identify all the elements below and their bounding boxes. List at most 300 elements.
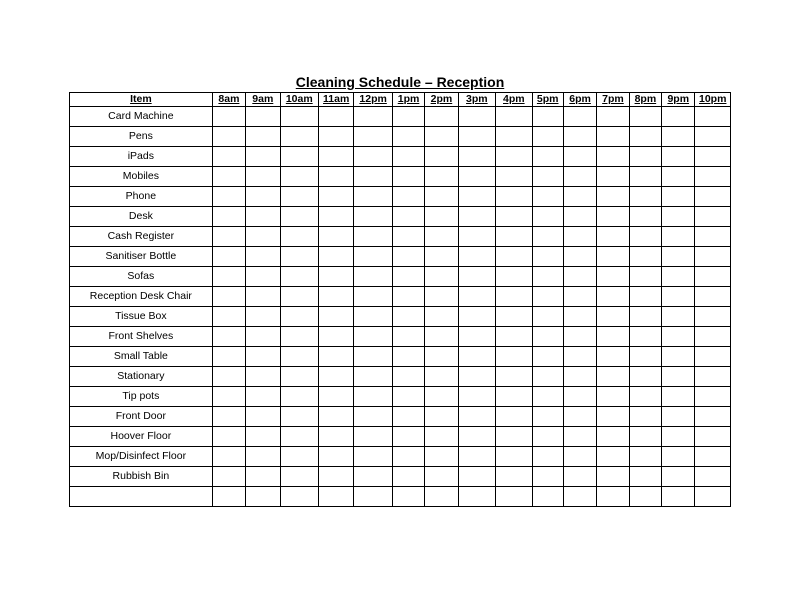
checkbox-cell[interactable] [280,207,318,227]
checkbox-cell[interactable] [392,147,424,167]
checkbox-cell[interactable] [280,107,318,127]
checkbox-cell[interactable] [695,147,731,167]
checkbox-cell[interactable] [425,387,458,407]
checkbox-cell[interactable] [212,427,245,447]
checkbox-cell[interactable] [563,167,596,187]
checkbox-cell[interactable] [662,447,695,467]
checkbox-cell[interactable] [629,147,661,167]
checkbox-cell[interactable] [354,267,392,287]
checkbox-cell[interactable] [496,287,532,307]
checkbox-cell[interactable] [246,467,280,487]
checkbox-cell[interactable] [563,227,596,247]
checkbox-cell[interactable] [458,347,495,367]
checkbox-cell[interactable] [563,447,596,467]
checkbox-cell[interactable] [532,367,563,387]
checkbox-cell[interactable] [354,387,392,407]
checkbox-cell[interactable] [318,307,353,327]
checkbox-cell[interactable] [246,147,280,167]
checkbox-cell[interactable] [212,247,245,267]
checkbox-cell[interactable] [392,467,424,487]
checkbox-cell[interactable] [629,267,661,287]
checkbox-cell[interactable] [532,467,563,487]
checkbox-cell[interactable] [532,387,563,407]
checkbox-cell[interactable] [532,127,563,147]
checkbox-cell[interactable] [597,467,629,487]
checkbox-cell[interactable] [532,487,563,507]
checkbox-cell[interactable] [318,187,353,207]
checkbox-cell[interactable] [212,207,245,227]
checkbox-cell[interactable] [246,427,280,447]
checkbox-cell[interactable] [496,367,532,387]
checkbox-cell[interactable] [458,167,495,187]
checkbox-cell[interactable] [496,427,532,447]
checkbox-cell[interactable] [695,167,731,187]
checkbox-cell[interactable] [496,267,532,287]
checkbox-cell[interactable] [212,227,245,247]
checkbox-cell[interactable] [392,227,424,247]
checkbox-cell[interactable] [280,267,318,287]
checkbox-cell[interactable] [695,487,731,507]
checkbox-cell[interactable] [563,247,596,267]
checkbox-cell[interactable] [695,107,731,127]
checkbox-cell[interactable] [458,447,495,467]
checkbox-cell[interactable] [563,187,596,207]
checkbox-cell[interactable] [318,207,353,227]
checkbox-cell[interactable] [458,467,495,487]
checkbox-cell[interactable] [695,407,731,427]
checkbox-cell[interactable] [662,207,695,227]
checkbox-cell[interactable] [563,467,596,487]
checkbox-cell[interactable] [354,367,392,387]
checkbox-cell[interactable] [496,487,532,507]
checkbox-cell[interactable] [354,347,392,367]
checkbox-cell[interactable] [662,387,695,407]
checkbox-cell[interactable] [532,147,563,167]
checkbox-cell[interactable] [662,247,695,267]
checkbox-cell[interactable] [246,407,280,427]
checkbox-cell[interactable] [246,487,280,507]
checkbox-cell[interactable] [458,287,495,307]
checkbox-cell[interactable] [496,387,532,407]
checkbox-cell[interactable] [496,447,532,467]
checkbox-cell[interactable] [354,487,392,507]
checkbox-cell[interactable] [563,487,596,507]
checkbox-cell[interactable] [392,407,424,427]
checkbox-cell[interactable] [532,347,563,367]
checkbox-cell[interactable] [532,167,563,187]
checkbox-cell[interactable] [354,187,392,207]
checkbox-cell[interactable] [695,227,731,247]
checkbox-cell[interactable] [458,187,495,207]
checkbox-cell[interactable] [458,207,495,227]
checkbox-cell[interactable] [280,227,318,247]
checkbox-cell[interactable] [425,307,458,327]
checkbox-cell[interactable] [629,187,661,207]
checkbox-cell[interactable] [392,447,424,467]
checkbox-cell[interactable] [354,327,392,347]
checkbox-cell[interactable] [458,427,495,447]
checkbox-cell[interactable] [246,347,280,367]
checkbox-cell[interactable] [662,107,695,127]
checkbox-cell[interactable] [496,127,532,147]
checkbox-cell[interactable] [425,467,458,487]
checkbox-cell[interactable] [563,107,596,127]
checkbox-cell[interactable] [392,367,424,387]
checkbox-cell[interactable] [458,227,495,247]
checkbox-cell[interactable] [392,287,424,307]
checkbox-cell[interactable] [629,387,661,407]
checkbox-cell[interactable] [496,167,532,187]
checkbox-cell[interactable] [597,267,629,287]
checkbox-cell[interactable] [280,387,318,407]
checkbox-cell[interactable] [246,307,280,327]
checkbox-cell[interactable] [212,187,245,207]
checkbox-cell[interactable] [496,147,532,167]
checkbox-cell[interactable] [392,327,424,347]
checkbox-cell[interactable] [425,227,458,247]
checkbox-cell[interactable] [597,207,629,227]
checkbox-cell[interactable] [212,367,245,387]
checkbox-cell[interactable] [280,307,318,327]
checkbox-cell[interactable] [532,407,563,427]
checkbox-cell[interactable] [597,447,629,467]
checkbox-cell[interactable] [458,407,495,427]
checkbox-cell[interactable] [563,347,596,367]
checkbox-cell[interactable] [695,307,731,327]
checkbox-cell[interactable] [425,107,458,127]
checkbox-cell[interactable] [597,227,629,247]
checkbox-cell[interactable] [392,207,424,227]
checkbox-cell[interactable] [695,187,731,207]
checkbox-cell[interactable] [425,127,458,147]
checkbox-cell[interactable] [695,467,731,487]
checkbox-cell[interactable] [629,287,661,307]
checkbox-cell[interactable] [532,107,563,127]
checkbox-cell[interactable] [597,327,629,347]
checkbox-cell[interactable] [392,487,424,507]
checkbox-cell[interactable] [695,347,731,367]
checkbox-cell[interactable] [280,167,318,187]
checkbox-cell[interactable] [280,407,318,427]
checkbox-cell[interactable] [280,127,318,147]
checkbox-cell[interactable] [318,167,353,187]
checkbox-cell[interactable] [246,187,280,207]
checkbox-cell[interactable] [246,167,280,187]
checkbox-cell[interactable] [212,307,245,327]
checkbox-cell[interactable] [597,287,629,307]
checkbox-cell[interactable] [392,427,424,447]
checkbox-cell[interactable] [318,227,353,247]
checkbox-cell[interactable] [425,347,458,367]
checkbox-cell[interactable] [458,487,495,507]
checkbox-cell[interactable] [354,207,392,227]
checkbox-cell[interactable] [629,107,661,127]
checkbox-cell[interactable] [496,207,532,227]
checkbox-cell[interactable] [695,247,731,267]
checkbox-cell[interactable] [629,467,661,487]
checkbox-cell[interactable] [318,367,353,387]
checkbox-cell[interactable] [392,187,424,207]
checkbox-cell[interactable] [532,227,563,247]
checkbox-cell[interactable] [629,227,661,247]
checkbox-cell[interactable] [496,227,532,247]
checkbox-cell[interactable] [496,347,532,367]
checkbox-cell[interactable] [280,467,318,487]
checkbox-cell[interactable] [496,107,532,127]
checkbox-cell[interactable] [458,147,495,167]
checkbox-cell[interactable] [392,127,424,147]
checkbox-cell[interactable] [563,127,596,147]
checkbox-cell[interactable] [318,487,353,507]
checkbox-cell[interactable] [318,447,353,467]
checkbox-cell[interactable] [392,107,424,127]
checkbox-cell[interactable] [695,287,731,307]
checkbox-cell[interactable] [246,247,280,267]
checkbox-cell[interactable] [629,127,661,147]
checkbox-cell[interactable] [458,127,495,147]
checkbox-cell[interactable] [695,127,731,147]
checkbox-cell[interactable] [280,247,318,267]
checkbox-cell[interactable] [318,407,353,427]
checkbox-cell[interactable] [280,147,318,167]
checkbox-cell[interactable] [629,247,661,267]
checkbox-cell[interactable] [425,267,458,287]
checkbox-cell[interactable] [280,367,318,387]
checkbox-cell[interactable] [280,447,318,467]
checkbox-cell[interactable] [532,427,563,447]
checkbox-cell[interactable] [496,467,532,487]
checkbox-cell[interactable] [597,427,629,447]
checkbox-cell[interactable] [629,307,661,327]
checkbox-cell[interactable] [695,367,731,387]
checkbox-cell[interactable] [597,407,629,427]
checkbox-cell[interactable] [212,107,245,127]
checkbox-cell[interactable] [212,347,245,367]
checkbox-cell[interactable] [597,167,629,187]
checkbox-cell[interactable] [212,167,245,187]
checkbox-cell[interactable] [392,387,424,407]
checkbox-cell[interactable] [532,247,563,267]
checkbox-cell[interactable] [392,167,424,187]
checkbox-cell[interactable] [318,267,353,287]
checkbox-cell[interactable] [318,327,353,347]
checkbox-cell[interactable] [695,327,731,347]
checkbox-cell[interactable] [496,187,532,207]
checkbox-cell[interactable] [354,107,392,127]
checkbox-cell[interactable] [246,367,280,387]
checkbox-cell[interactable] [662,487,695,507]
checkbox-cell[interactable] [425,207,458,227]
checkbox-cell[interactable] [392,247,424,267]
checkbox-cell[interactable] [354,127,392,147]
checkbox-cell[interactable] [212,467,245,487]
checkbox-cell[interactable] [629,447,661,467]
checkbox-cell[interactable] [246,267,280,287]
checkbox-cell[interactable] [597,307,629,327]
checkbox-cell[interactable] [662,327,695,347]
checkbox-cell[interactable] [695,447,731,467]
checkbox-cell[interactable] [458,307,495,327]
checkbox-cell[interactable] [318,107,353,127]
checkbox-cell[interactable] [662,427,695,447]
checkbox-cell[interactable] [212,387,245,407]
checkbox-cell[interactable] [425,327,458,347]
checkbox-cell[interactable] [458,107,495,127]
checkbox-cell[interactable] [212,267,245,287]
checkbox-cell[interactable] [563,307,596,327]
checkbox-cell[interactable] [629,487,661,507]
checkbox-cell[interactable] [458,367,495,387]
checkbox-cell[interactable] [354,287,392,307]
checkbox-cell[interactable] [662,147,695,167]
checkbox-cell[interactable] [629,427,661,447]
checkbox-cell[interactable] [318,287,353,307]
checkbox-cell[interactable] [212,287,245,307]
checkbox-cell[interactable] [425,167,458,187]
checkbox-cell[interactable] [563,407,596,427]
checkbox-cell[interactable] [662,307,695,327]
checkbox-cell[interactable] [392,267,424,287]
checkbox-cell[interactable] [597,487,629,507]
checkbox-cell[interactable] [695,387,731,407]
checkbox-cell[interactable] [496,247,532,267]
checkbox-cell[interactable] [246,327,280,347]
checkbox-cell[interactable] [425,287,458,307]
checkbox-cell[interactable] [318,427,353,447]
checkbox-cell[interactable] [354,427,392,447]
checkbox-cell[interactable] [458,267,495,287]
checkbox-cell[interactable] [354,227,392,247]
checkbox-cell[interactable] [246,207,280,227]
checkbox-cell[interactable] [662,407,695,427]
checkbox-cell[interactable] [662,287,695,307]
checkbox-cell[interactable] [212,447,245,467]
checkbox-cell[interactable] [425,187,458,207]
checkbox-cell[interactable] [662,267,695,287]
checkbox-cell[interactable] [662,187,695,207]
checkbox-cell[interactable] [597,247,629,267]
checkbox-cell[interactable] [354,147,392,167]
checkbox-cell[interactable] [662,127,695,147]
checkbox-cell[interactable] [563,427,596,447]
checkbox-cell[interactable] [458,247,495,267]
checkbox-cell[interactable] [354,447,392,467]
checkbox-cell[interactable] [563,327,596,347]
checkbox-cell[interactable] [212,407,245,427]
checkbox-cell[interactable] [318,347,353,367]
checkbox-cell[interactable] [354,247,392,267]
checkbox-cell[interactable] [246,127,280,147]
checkbox-cell[interactable] [597,367,629,387]
checkbox-cell[interactable] [532,207,563,227]
checkbox-cell[interactable] [458,387,495,407]
checkbox-cell[interactable] [425,247,458,267]
checkbox-cell[interactable] [597,347,629,367]
checkbox-cell[interactable] [280,347,318,367]
checkbox-cell[interactable] [662,167,695,187]
checkbox-cell[interactable] [392,307,424,327]
checkbox-cell[interactable] [597,187,629,207]
checkbox-cell[interactable] [318,147,353,167]
checkbox-cell[interactable] [318,387,353,407]
checkbox-cell[interactable] [695,427,731,447]
checkbox-cell[interactable] [532,307,563,327]
checkbox-cell[interactable] [629,207,661,227]
checkbox-cell[interactable] [662,367,695,387]
checkbox-cell[interactable] [212,487,245,507]
checkbox-cell[interactable] [354,167,392,187]
checkbox-cell[interactable] [563,207,596,227]
checkbox-cell[interactable] [354,467,392,487]
checkbox-cell[interactable] [318,467,353,487]
checkbox-cell[interactable] [662,467,695,487]
checkbox-cell[interactable] [458,327,495,347]
checkbox-cell[interactable] [496,407,532,427]
checkbox-cell[interactable] [318,127,353,147]
checkbox-cell[interactable] [246,447,280,467]
checkbox-cell[interactable] [246,227,280,247]
checkbox-cell[interactable] [597,107,629,127]
checkbox-cell[interactable] [563,267,596,287]
checkbox-cell[interactable] [629,347,661,367]
checkbox-cell[interactable] [280,327,318,347]
checkbox-cell[interactable] [695,207,731,227]
checkbox-cell[interactable] [597,127,629,147]
checkbox-cell[interactable] [496,327,532,347]
checkbox-cell[interactable] [695,267,731,287]
checkbox-cell[interactable] [662,227,695,247]
checkbox-cell[interactable] [280,187,318,207]
checkbox-cell[interactable] [532,287,563,307]
checkbox-cell[interactable] [425,487,458,507]
checkbox-cell[interactable] [425,367,458,387]
checkbox-cell[interactable] [212,327,245,347]
checkbox-cell[interactable] [597,147,629,167]
checkbox-cell[interactable] [629,367,661,387]
checkbox-cell[interactable] [425,147,458,167]
checkbox-cell[interactable] [280,287,318,307]
checkbox-cell[interactable] [563,287,596,307]
checkbox-cell[interactable] [629,327,661,347]
checkbox-cell[interactable] [563,387,596,407]
checkbox-cell[interactable] [354,307,392,327]
checkbox-cell[interactable] [246,287,280,307]
checkbox-cell[interactable] [496,307,532,327]
checkbox-cell[interactable] [425,447,458,467]
checkbox-cell[interactable] [563,147,596,167]
checkbox-cell[interactable] [425,407,458,427]
checkbox-cell[interactable] [246,387,280,407]
checkbox-cell[interactable] [318,247,353,267]
checkbox-cell[interactable] [392,347,424,367]
checkbox-cell[interactable] [629,407,661,427]
checkbox-cell[interactable] [532,267,563,287]
checkbox-cell[interactable] [662,347,695,367]
checkbox-cell[interactable] [532,187,563,207]
checkbox-cell[interactable] [629,167,661,187]
checkbox-cell[interactable] [532,447,563,467]
checkbox-cell[interactable] [425,427,458,447]
checkbox-cell[interactable] [212,147,245,167]
checkbox-cell[interactable] [354,407,392,427]
checkbox-cell[interactable] [246,107,280,127]
checkbox-cell[interactable] [532,327,563,347]
checkbox-cell[interactable] [563,367,596,387]
checkbox-cell[interactable] [212,127,245,147]
checkbox-cell[interactable] [280,487,318,507]
checkbox-cell[interactable] [597,387,629,407]
checkbox-cell[interactable] [280,427,318,447]
